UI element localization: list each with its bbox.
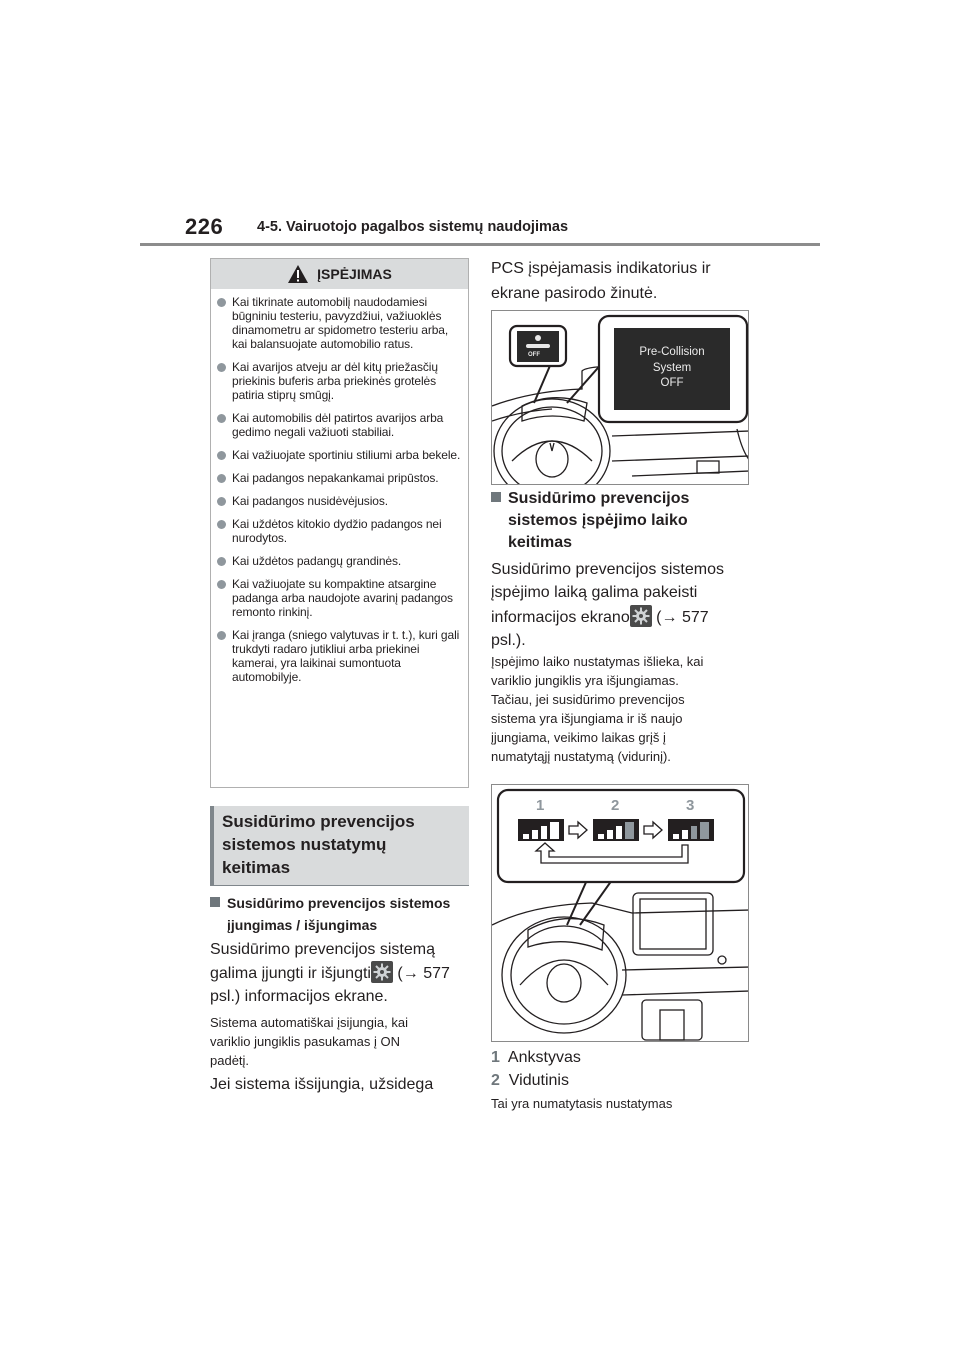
timing-figure	[491, 784, 749, 1042]
list-item: Kai padangos nusidėvėjusios.	[217, 494, 462, 508]
list-item: Kai tikrinate automobilį naudodamiesi būgniniu testeriu, pavyzdžiui, važiuoklės dinamometru ar spidometro testeriu arba, kai balansuojate automobilio ratus.	[217, 295, 462, 351]
list-item: Kai avarijos atveju ar dėl kitų priežasčių priekinis buferis arba priekinės grotelės patiria stiprų smūgį.	[217, 360, 462, 402]
pre-collision-message: Pre-Collision System OFF	[614, 328, 730, 410]
bullet-icon	[217, 580, 226, 589]
page-number: 226	[185, 214, 224, 239]
section-rule	[210, 885, 469, 886]
list-item: 1 Ankstyvas	[491, 1049, 581, 1066]
list-item: Kai važiuojate su kompaktine atsargine padanga arba naudojote avarinį padangos remonto rinkinį.	[217, 577, 462, 619]
bullet-icon	[217, 474, 226, 483]
warning-box	[210, 258, 469, 788]
warning-icon	[287, 264, 309, 284]
bullet-icon	[217, 451, 226, 460]
chapter-title: 4-5. Vairuotojo pagalbos sistemų naudojimas	[257, 219, 569, 235]
square-bullet-icon	[210, 897, 220, 907]
warning-list	[211, 289, 468, 684]
paragraph-timing: Susidūrimo prevencijos sistemos įspėjimo laiką galima pakeisti informacijos ekrano (→ 577 psl.).	[491, 561, 724, 649]
level-2-label: 2	[611, 797, 620, 814]
paragraph-if-off: Jei sistema išsijungia, užsidega	[210, 1076, 434, 1093]
bullet-icon	[217, 298, 226, 307]
bullet-icon	[217, 557, 226, 566]
list-item: Kai važiuojate sportiniu stiliumi arba bekele.	[217, 448, 462, 462]
bullet-icon	[217, 414, 226, 423]
warning-title: ĮSPĖJIMAS	[317, 266, 392, 282]
bullet-icon	[217, 363, 226, 372]
timing-list	[491, 1046, 581, 1092]
timing-illustration	[492, 785, 749, 1042]
bullet-icon	[217, 631, 226, 640]
paragraph-indicator: PCS įspėjamasis indikatorius ir ekrane pasirodo žinutė.	[491, 260, 711, 302]
settings-gear-icon	[371, 961, 393, 983]
level-3-label: 3	[686, 797, 695, 814]
paragraph-toggle: Susidūrimo prevencijos sistemą galima įjungti ir išjungti (→ 577 psl.) informacijos ekrane.	[210, 941, 450, 1005]
list-item: Kai uždėtos kitokio dydžio padangos nei nurodytos.	[217, 517, 462, 545]
list-item: Kai įranga (sniego valytuvas ir t. t.), kuri gali trukdyti radaro jutikliui arba priekinei kamerai, yra laikinai sumontuota automobilyje.	[217, 628, 462, 684]
header-rule	[140, 243, 820, 246]
level-1-label: 1	[536, 797, 545, 814]
section-title: Susidūrimo prevencijos sistemos nustatymų keitimas	[210, 806, 469, 885]
list-item: Kai padangos nepakankamai pripūstos.	[217, 471, 462, 485]
warning-header	[211, 259, 468, 289]
bullet-icon	[217, 497, 226, 506]
settings-gear-icon	[630, 605, 652, 627]
list-item: Kai automobilis dėl patirtos avarijos arba gedimo negali važiuoti stabiliai.	[217, 411, 462, 439]
subheading-on-off: Susidūrimo prevencijos sistemos įjungimas / išjungimas	[210, 892, 450, 936]
square-bullet-icon	[491, 492, 501, 502]
paragraph-timing-persist: Įspėjimo laiko nustatymas išlieka, kai variklio jungiklis yra išjungiamas. Tačiau, jei susidūrimo prevencijos sistema yra išjungiama ir iš naujo įjungiama, veikimo laikas grįš į numatytąjį nustatymą (vidurinį).	[491, 654, 704, 764]
subheading-timing: Susidūrimo prevencijos sistemos įspėjimo laiko keitimas	[491, 488, 689, 554]
list-item: Kai uždėtos padangų grandinės.	[217, 554, 462, 568]
paragraph-auto-on: Sistema automatiškai įsijungia, kai variklio jungiklis pasukamas į ON padėtį.	[210, 1015, 408, 1068]
pcs-indicator-label: OFF	[528, 352, 540, 358]
bullet-icon	[217, 520, 226, 529]
default-note: Tai yra numatytasis nustatymas	[491, 1096, 673, 1111]
list-item: 2 Vidutinis	[491, 1072, 569, 1089]
